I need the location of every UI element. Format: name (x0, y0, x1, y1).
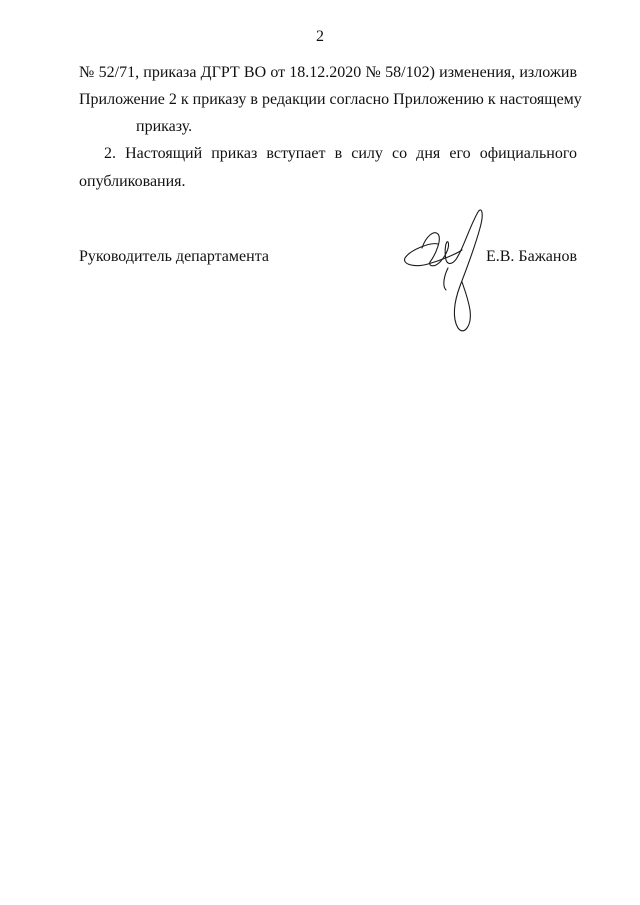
body-line-4: 2. Настоящий приказ вступает в силу со дня его официального (104, 145, 577, 162)
signature-block (79, 247, 577, 267)
signatory-name: Е.В. Бажанов (485, 248, 577, 265)
body-line-2: Приложение 2 к приказу в редакции согласно Приложению к настоящему (79, 91, 582, 108)
body-line-3: приказу. (136, 118, 193, 135)
body-line-5: опубликования. (79, 173, 186, 190)
body-line-1: № 52/71, приказа ДГРТ ВО от 18.12.2020 № 58/102) изменения, изложив (79, 64, 577, 81)
signatory-position: Руководитель департамента (79, 248, 269, 265)
page-number: 2 (316, 28, 324, 45)
handwritten-signature (400, 206, 500, 336)
